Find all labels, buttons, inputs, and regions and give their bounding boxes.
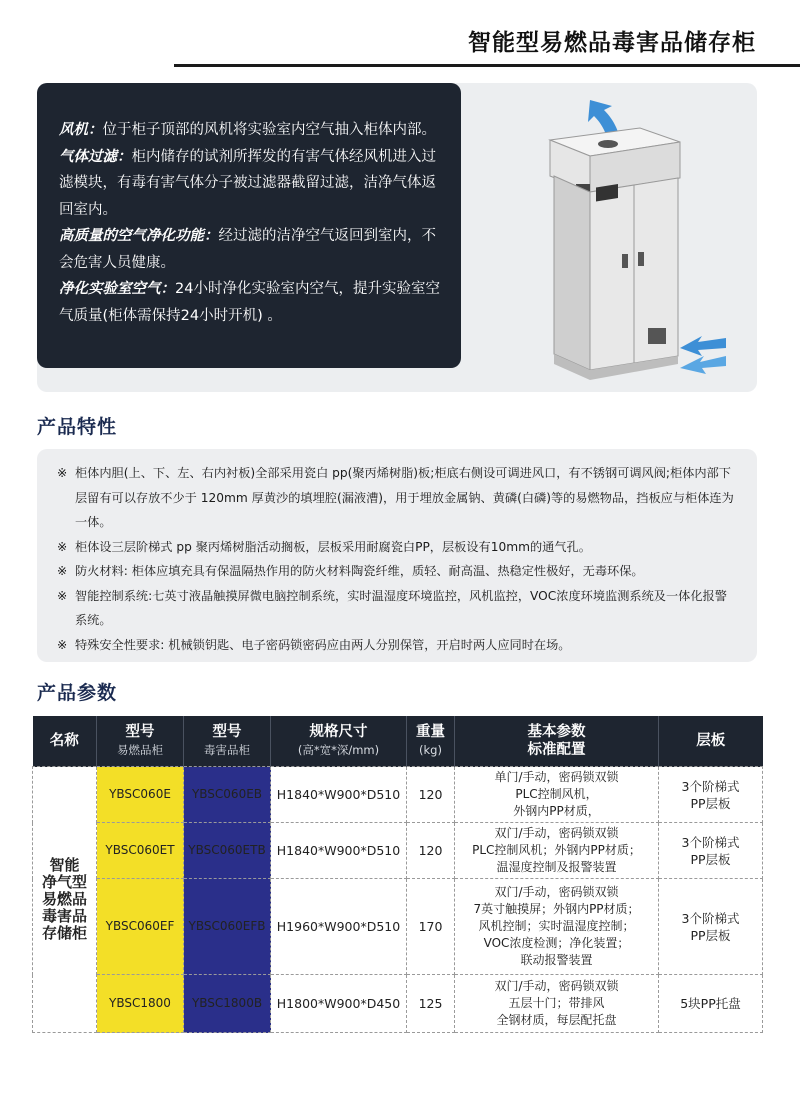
table-row [33, 767, 763, 823]
model-toxic: YBSC060ETB [184, 823, 271, 879]
model-flammable: YBSC060E [97, 767, 184, 823]
model-toxic: YBSC1800B [184, 975, 271, 1033]
airflow-in-arrow-icon [680, 356, 726, 374]
config-cell: 双门/手动，密码锁双锁 五层十门；带排风 全钢材质，每层配托盘 [455, 975, 659, 1033]
weight-cell: 125 [407, 975, 455, 1033]
model-flammable: YBSC060ET [97, 823, 184, 879]
shelf-cell: 5块PP托盘 [659, 975, 763, 1033]
list-item: ※ 防火材料: 柜体应填充具有保温隔热作用的防火材料陶瓷纤维，质轻、耐高温、热稳定性极好，无毒环保。 [57, 564, 644, 578]
intro-item: 高质量的空气净化功能：经过滤的洁净空气返回到室内，不会危害人员健康。 [59, 228, 436, 271]
cabinet-illustration [530, 92, 730, 382]
config-cell: 双门/手动，密码锁双锁 7英寸触摸屏；外钢内PP材质； 风机控制；实时温湿度控制； VOC浓度检测；净化装置； 联动报警装置 [455, 879, 659, 975]
model-toxic: YBSC060EFB [184, 879, 271, 975]
list-item: ※ 特殊安全性要求: 机械锁钥匙、电子密码锁密码应由两人分别保管，开启时两人应同时在场。 [57, 637, 571, 652]
features-list [37, 449, 757, 662]
shelf-cell: 3个阶梯式 PP层板 [659, 767, 763, 823]
shelf-cell: 3个阶梯式 PP层板 [659, 879, 763, 975]
config-cell: 单门/手动，密码锁双锁 PLC控制风机， 外钢内PP材质， [455, 767, 659, 823]
list-item: ※ 智能控制系统:七英寸液晶触摸屏微电脑控制系统，实时温湿度环境监控，风机监控，VOC浓度环境监测系统及一体化报警系统。 [57, 588, 727, 627]
table-row [33, 879, 763, 975]
intro-item: 气体过滤：柜内储存的试剂所挥发的有害气体经风机进入过滤模块，有毒有害气体分子被过滤器截留过滤，洁净气体返回室内。 [59, 148, 436, 218]
intro-item: 净化实验室空气：24小时净化实验室内空气，提升实验室空气质量(柜体需保持24小时开机) 。 [59, 281, 440, 324]
table-header-row [33, 716, 763, 767]
intro-item: 风机：位于柜子顶部的风机将实验室内空气抽入柜体内部。 [59, 122, 436, 138]
product-name-cell: 智能 净气型 易燃品 毒害品 存储柜 [33, 767, 97, 1033]
size-cell: H1840*W900*D510 [271, 823, 407, 879]
size-cell: H1800*W900*D450 [271, 975, 407, 1033]
list-item: ※ 柜体内胆(上、下、左、右内衬板)全部采用瓷白 pp(聚丙烯树脂)板;柜底右侧设可调进风口，有不锈钢可调风阀;柜体内部下层留有可以存放不少于 120mm 厚黄沙的填埋腔(漏液漕)，用于埋放金属钠、黄磷(白磷)等的易燃物品，挡板应与柜体连为一体。 [57, 466, 734, 529]
table-row [33, 823, 763, 879]
size-cell: H1960*W900*D510 [271, 879, 407, 975]
table-row [33, 975, 763, 1033]
header-shelf: 层板 [659, 716, 763, 767]
weight-cell: 120 [407, 823, 455, 879]
size-cell: H1840*W900*D510 [271, 767, 407, 823]
intro-description [37, 83, 461, 368]
config-cell: 双门/手动，密码锁双锁 PLC控制风机；外钢内PP材质； 温湿度控制及报警装置 [455, 823, 659, 879]
page-title: 智能型易燃品毒害品储存柜 [468, 30, 756, 56]
model-toxic: YBSC060EB [184, 767, 271, 823]
params-title: 产品参数 [37, 682, 118, 704]
list-item: ※ 柜体设三层阶梯式 pp 聚丙烯树脂活动搁板，层板采用耐腐瓷白PP，层板设有10mm的通气孔。 [57, 539, 591, 554]
shelf-cell: 3个阶梯式 PP层板 [659, 823, 763, 879]
model-flammable: YBSC060EF [97, 879, 184, 975]
header-weight: 重量 (kg) [407, 716, 455, 767]
features-title: 产品特性 [37, 416, 118, 438]
header-config: 基本参数 标准配置 [455, 716, 659, 767]
weight-cell: 120 [407, 767, 455, 823]
header-size: 规格尺寸 (高*宽*深/mm) [271, 716, 407, 767]
airflow-in-arrow-icon [680, 336, 726, 356]
header-name: 名称 [33, 716, 97, 767]
params-table [32, 716, 763, 1033]
title-rule [174, 64, 800, 67]
model-flammable: YBSC1800 [97, 975, 184, 1033]
header-model-flammable: 型号 易燃品柜 [97, 716, 184, 767]
header-model-toxic: 型号 毒害品柜 [184, 716, 271, 767]
weight-cell: 170 [407, 879, 455, 975]
